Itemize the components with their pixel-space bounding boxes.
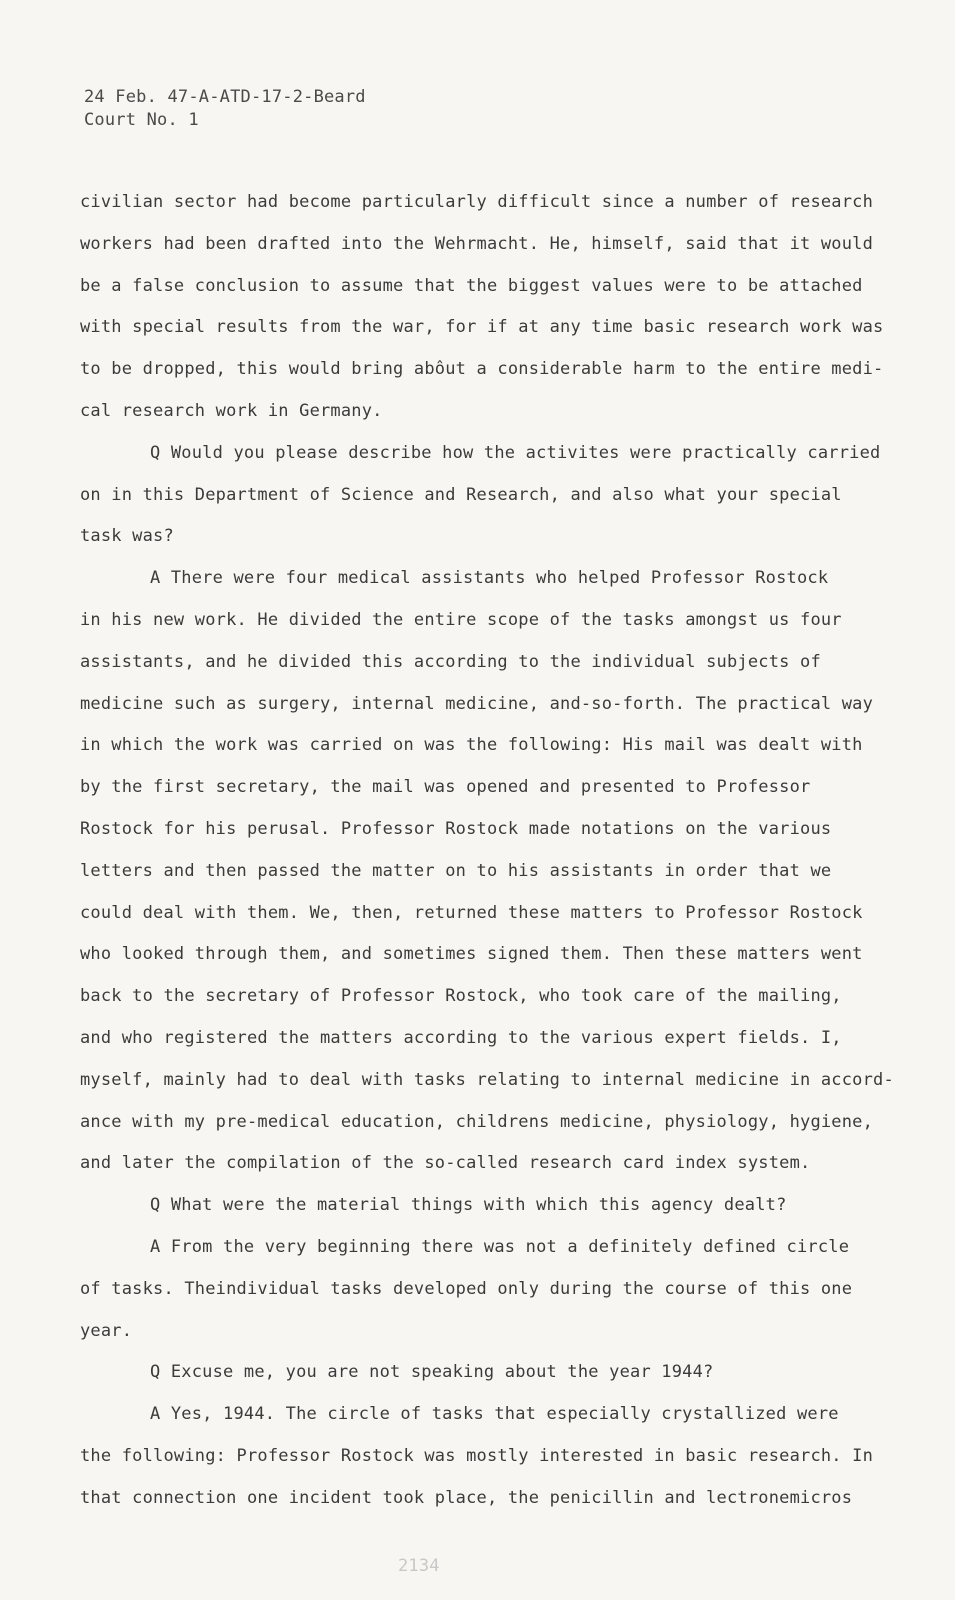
- transcript-line: year.: [80, 1320, 133, 1341]
- transcript-line: the following: Professor Rostock was mostly interested in basic research. In: [80, 1445, 874, 1466]
- question-line: Q Excuse me, you are not speaking about the year 1944?: [150, 1362, 714, 1383]
- transcript-line: in his new work. He divided the entire scope of the tasks amongst us four: [80, 609, 842, 630]
- transcript-line: cal research work in Germany.: [80, 400, 383, 421]
- transcript-line: civilian sector had become particularly difficult since a number of research: [80, 192, 874, 212]
- transcript-line: on in this Department of Science and Research, and also what your special: [80, 484, 842, 505]
- transcript-body: [80, 190, 894, 1528]
- transcript-line: ance with my pre-medical education, childrens medicine, physiology, hygiene,: [80, 1111, 874, 1132]
- transcript-line: be a false conclusion to assume that the biggest values were to be attached: [80, 275, 863, 296]
- transcript-line: to be dropped, this would bring abôut a considerable harm to the entire medi-: [80, 359, 884, 380]
- document-header: [84, 86, 366, 132]
- answer-line: A From the very beginning there was not a definitely defined circle: [150, 1236, 850, 1257]
- transcript-line: and who registered the matters according to the various expert fields. I,: [80, 1027, 842, 1048]
- transcript-line: workers had been drafted into the Wehrmacht. He, himself, said that it would: [80, 233, 874, 254]
- transcript-line: and later the compilation of the so-called research card index system.: [80, 1153, 811, 1174]
- transcript-line: could deal with them. We, then, returned these matters to Professor Rostock: [80, 902, 863, 923]
- transcript-line: of tasks. Theindividual tasks developed only during the course of this one: [80, 1278, 853, 1299]
- transcript-line: in which the work was carried on was the following: His mail was dealt with: [80, 735, 863, 756]
- header-court-number: Court No. 1: [84, 110, 199, 130]
- transcript-line: medicine such as surgery, internal medicine, and-so-forth. The practical way: [80, 693, 874, 714]
- page-number: 2134: [398, 1556, 440, 1576]
- question-line: Q Would you please describe how the activites were practically carried: [150, 442, 881, 463]
- transcript-line: letters and then passed the matter on to his assistants in order that we: [80, 860, 832, 881]
- transcript-line: assistants, and he divided this according to the individual subjects of: [80, 651, 821, 672]
- transcript-line: with special results from the war, for if at any time basic research work was: [80, 317, 884, 338]
- answer-line: A Yes, 1944. The circle of tasks that especially crystallized were: [150, 1404, 839, 1425]
- transcript-line: myself, mainly had to deal with tasks relating to internal medicine in accord-: [80, 1069, 894, 1090]
- transcript-line: that connection one incident took place, the penicillin and lectronemicros: [80, 1487, 853, 1508]
- header-date-reference: 24 Feb. 47-A-ATD-17-2-Beard: [84, 87, 366, 107]
- transcript-line: back to the secretary of Professor Rostock, who took care of the mailing,: [80, 986, 842, 1007]
- transcript-line: Rostock for his perusal. Professor Rostock made notations on the various: [80, 818, 832, 839]
- transcript-line: who looked through them, and sometimes signed them. Then these matters went: [80, 944, 863, 965]
- question-line: Q What were the material things with which this agency dealt?: [150, 1195, 787, 1216]
- answer-line: A There were four medical assistants who helped Professor Rostock: [150, 568, 829, 589]
- transcript-line: by the first secretary, the mail was opened and presented to Professor: [80, 777, 811, 798]
- transcript-line: task was?: [80, 526, 174, 547]
